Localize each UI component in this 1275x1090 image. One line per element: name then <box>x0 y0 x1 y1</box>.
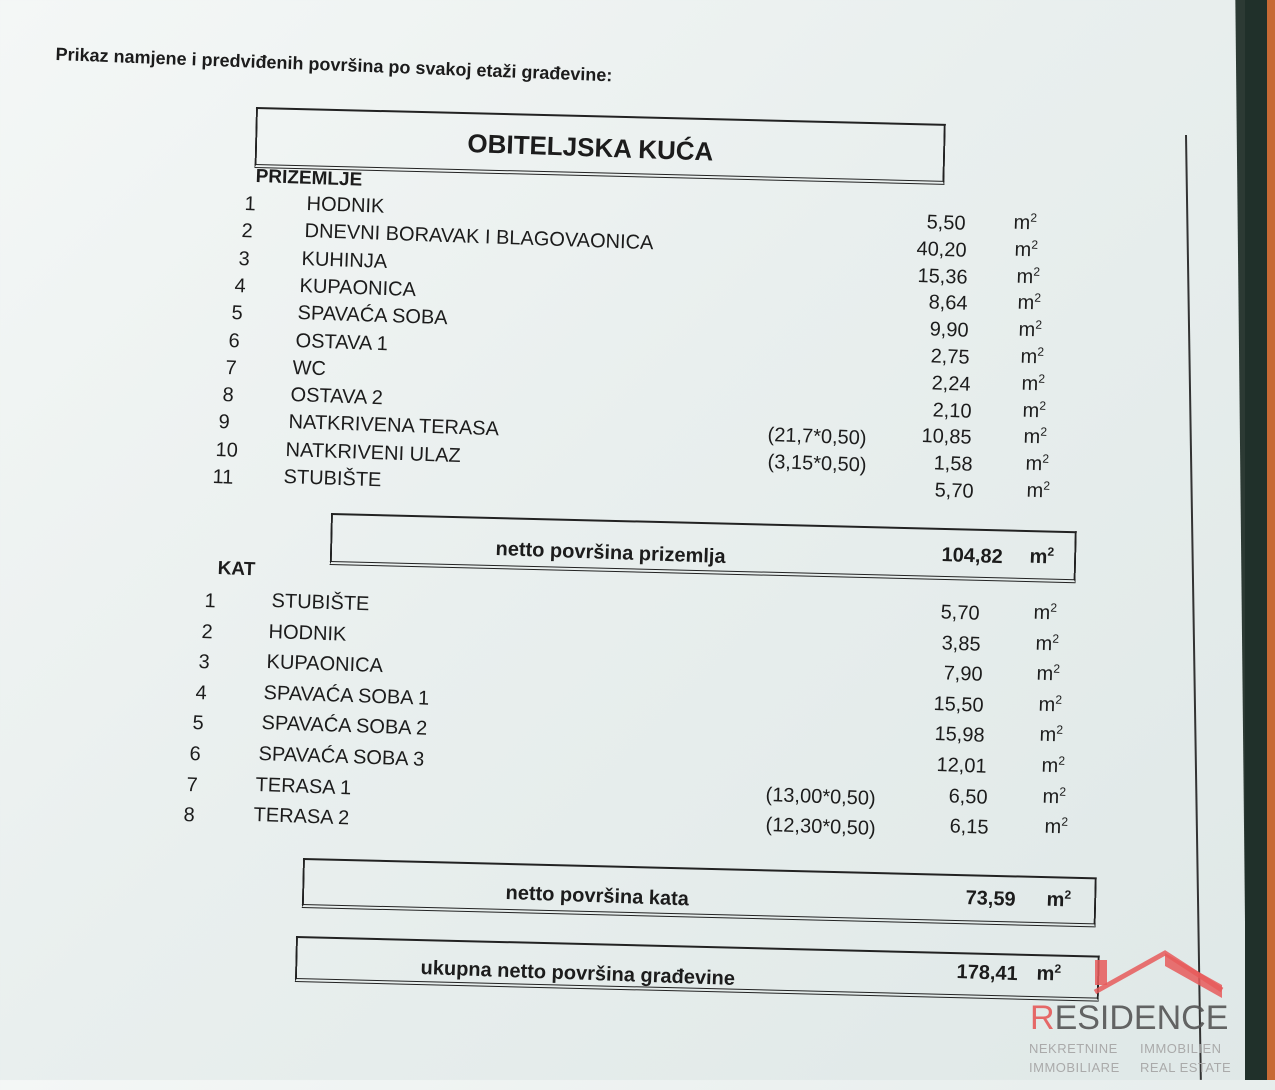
unit-exponent: 2 <box>1037 371 1046 386</box>
room-name: HODNIK <box>306 193 385 218</box>
area-unit <box>1022 398 1046 423</box>
area-unit <box>1020 344 1044 369</box>
unit-exponent: 2 <box>1030 210 1038 225</box>
area-unit <box>1025 451 1049 476</box>
area-unit <box>1042 784 1066 809</box>
background-edge <box>1267 0 1275 1080</box>
area-unit <box>1024 424 1048 449</box>
section-ground-floor: PRIZEMLJE <box>255 166 363 191</box>
area-value: 10,85 <box>921 425 973 450</box>
area-value: 6,50 <box>948 785 988 809</box>
area-unit <box>1014 237 1038 262</box>
room-name: TERASA 2 <box>253 804 350 830</box>
upper-floor-total-value: 73,59 <box>965 887 1017 911</box>
unit-exponent: 2 <box>1031 237 1039 252</box>
room-name: STUBIŠTE <box>271 590 370 616</box>
row-number: 5 <box>192 712 205 735</box>
watermark-line: NEKRETNINE <box>1029 1041 1118 1056</box>
row-number: 1 <box>244 193 257 216</box>
row-number: 2 <box>241 220 253 243</box>
row-number: 1 <box>204 590 217 613</box>
unit-exponent: 2 <box>1056 722 1064 738</box>
room-name: SPAVAĆA SOBA <box>297 302 448 330</box>
grand-total-label: ukupna netto površina građevine <box>420 957 736 990</box>
unit-text: m <box>1043 815 1062 839</box>
area-unit <box>1017 290 1041 315</box>
unit-exponent: 2 <box>1060 814 1068 829</box>
row-number: 8 <box>183 804 196 827</box>
upper-floor-total-label: netto površina kata <box>505 882 690 911</box>
room-name: KUPAONICA <box>299 274 417 301</box>
watermark-line: IMMOBILIEN <box>1140 1041 1222 1056</box>
area-unit <box>1044 814 1068 839</box>
unit-text: m <box>1042 785 1060 808</box>
area-value: 1,58 <box>933 452 974 476</box>
area-value: 5,70 <box>934 479 974 503</box>
area-calculation: (21,7*0,50) <box>767 424 867 450</box>
area-value: 15,50 <box>933 692 984 717</box>
room-name: DNEVNI BORAVAK I BLAGOVAONICA <box>303 220 654 255</box>
unit-text: m <box>1037 693 1056 717</box>
unit-exponent: 2 <box>1041 451 1050 466</box>
area-unit <box>1035 631 1059 656</box>
area-value: 6,15 <box>949 815 990 839</box>
unit-text: m <box>1026 479 1044 503</box>
unit-exponent: 2 <box>1054 692 1062 707</box>
unit-text: m <box>1034 632 1053 655</box>
margin-line <box>1185 135 1202 1080</box>
unit-text: m <box>1023 426 1041 449</box>
room-name: SPAVAĆA SOBA 2 <box>260 712 428 741</box>
watermark-line: IMMOBILIARE <box>1029 1060 1120 1075</box>
area-unit <box>1033 600 1057 625</box>
area-value: 40,20 <box>915 237 967 262</box>
watermark-brand: RESIDENCE <box>1030 999 1229 1037</box>
unit-exponent: 2 <box>1032 264 1040 279</box>
unit-text: m <box>1040 754 1059 778</box>
unit-text: m <box>1013 211 1031 235</box>
room-name: OSTAVA 2 <box>290 384 384 410</box>
row-number: 9 <box>218 411 231 434</box>
area-unit <box>1016 264 1040 289</box>
watermark-line: REAL ESTATE <box>1140 1060 1232 1075</box>
unit-exponent: 2 <box>1039 398 1047 413</box>
room-name: OSTAVA 1 <box>294 329 388 355</box>
area-unit <box>1039 722 1063 747</box>
area-value: 7,90 <box>942 662 983 686</box>
grand-total-value: 178,41 <box>956 961 1019 986</box>
unit-text: m <box>1033 601 1051 625</box>
area-calculation: (13,00*0,50) <box>765 783 877 810</box>
ground-floor-total-unit: $m^2$ <box>1029 544 1055 569</box>
row-number: 6 <box>189 743 202 766</box>
unit-text: m <box>1039 724 1057 747</box>
unit-exponent: 2 <box>1043 478 1051 493</box>
room-name: SPAVAĆA SOBA 1 <box>263 681 430 710</box>
area-unit <box>1018 317 1042 342</box>
unit-text: m <box>1036 662 1054 686</box>
row-number: 4 <box>195 681 208 705</box>
row-number: 7 <box>186 773 199 796</box>
row-number: 6 <box>228 329 241 352</box>
room-name: WC <box>292 356 327 380</box>
area-unit <box>1036 661 1060 686</box>
unit-text: m <box>1014 238 1032 262</box>
room-name: HODNIK <box>268 620 348 646</box>
unit-exponent: 2 <box>1040 424 1048 440</box>
room-name: NATKRIVENI ULAZ <box>285 438 462 467</box>
area-value: 9,90 <box>929 318 970 342</box>
area-calculation: (12,30*0,50) <box>765 814 877 841</box>
row-number: 11 <box>212 466 234 489</box>
area-unit <box>1013 210 1037 235</box>
area-unit <box>1021 371 1045 396</box>
area-unit <box>1041 753 1065 778</box>
area-value: 12,01 <box>935 754 987 778</box>
unit-text: m <box>1018 318 1036 342</box>
row-number: 3 <box>198 651 211 674</box>
document-heading: Prikaz namjene i predviđenih površina po svakoj etaži građevine: <box>55 44 613 86</box>
unit-text: m <box>1022 399 1040 422</box>
row-number: 7 <box>225 356 237 380</box>
row-number: 2 <box>201 620 214 643</box>
upper-floor-total-unit: $m^2$ <box>1046 887 1072 912</box>
unit-text: m <box>1015 265 1034 288</box>
unit-text: m <box>1017 292 1035 315</box>
section-upper-floor: KAT <box>217 558 256 581</box>
grand-total-unit: $m^2$ <box>1036 961 1062 986</box>
row-number: 4 <box>234 274 247 298</box>
area-value: 3,85 <box>941 632 982 656</box>
row-number: 5 <box>231 302 244 325</box>
room-name: KUHINJA <box>301 247 388 273</box>
area-value: 5,50 <box>926 211 966 235</box>
room-name: KUPAONICA <box>266 651 384 678</box>
unit-text: m <box>1019 345 1038 369</box>
unit-exponent: 2 <box>1059 784 1067 799</box>
unit-exponent: 2 <box>1053 661 1061 676</box>
unit-exponent: 2 <box>1034 290 1042 306</box>
room-name: SPAVAĆA SOBA 3 <box>258 743 425 771</box>
room-name: TERASA 1 <box>255 773 352 799</box>
area-value: 2,24 <box>931 372 971 396</box>
row-number: 10 <box>215 438 239 462</box>
room-name: STUBIŠTE <box>283 466 382 492</box>
unit-exponent: 2 <box>1036 344 1044 359</box>
row-number: 3 <box>237 247 250 270</box>
area-value: 15,98 <box>934 723 986 748</box>
unit-exponent: 2 <box>1051 631 1059 646</box>
ground-floor-total-label: netto površina prizemlja <box>495 538 726 569</box>
unit-text: m <box>1020 372 1039 396</box>
area-value: 2,10 <box>931 399 972 423</box>
area-unit <box>1038 692 1062 717</box>
room-name: NATKRIVENA TERASA <box>287 411 499 441</box>
unit-exponent: 2 <box>1035 317 1043 332</box>
ground-floor-total-value: 104,82 <box>941 544 1004 569</box>
area-value: 5,70 <box>940 601 980 625</box>
unit-exponent: 2 <box>1057 753 1065 768</box>
area-value: 8,64 <box>928 291 969 316</box>
area-unit <box>1026 478 1050 503</box>
document-title: OBITELJSKA KUĆA <box>466 128 714 167</box>
unit-text: m <box>1024 452 1043 476</box>
area-calculation: (3,15*0,50) <box>767 451 867 477</box>
unit-exponent: 2 <box>1050 600 1058 615</box>
area-value: 15,36 <box>916 264 968 289</box>
area-value: 2,75 <box>930 345 970 369</box>
row-number: 8 <box>221 384 234 407</box>
